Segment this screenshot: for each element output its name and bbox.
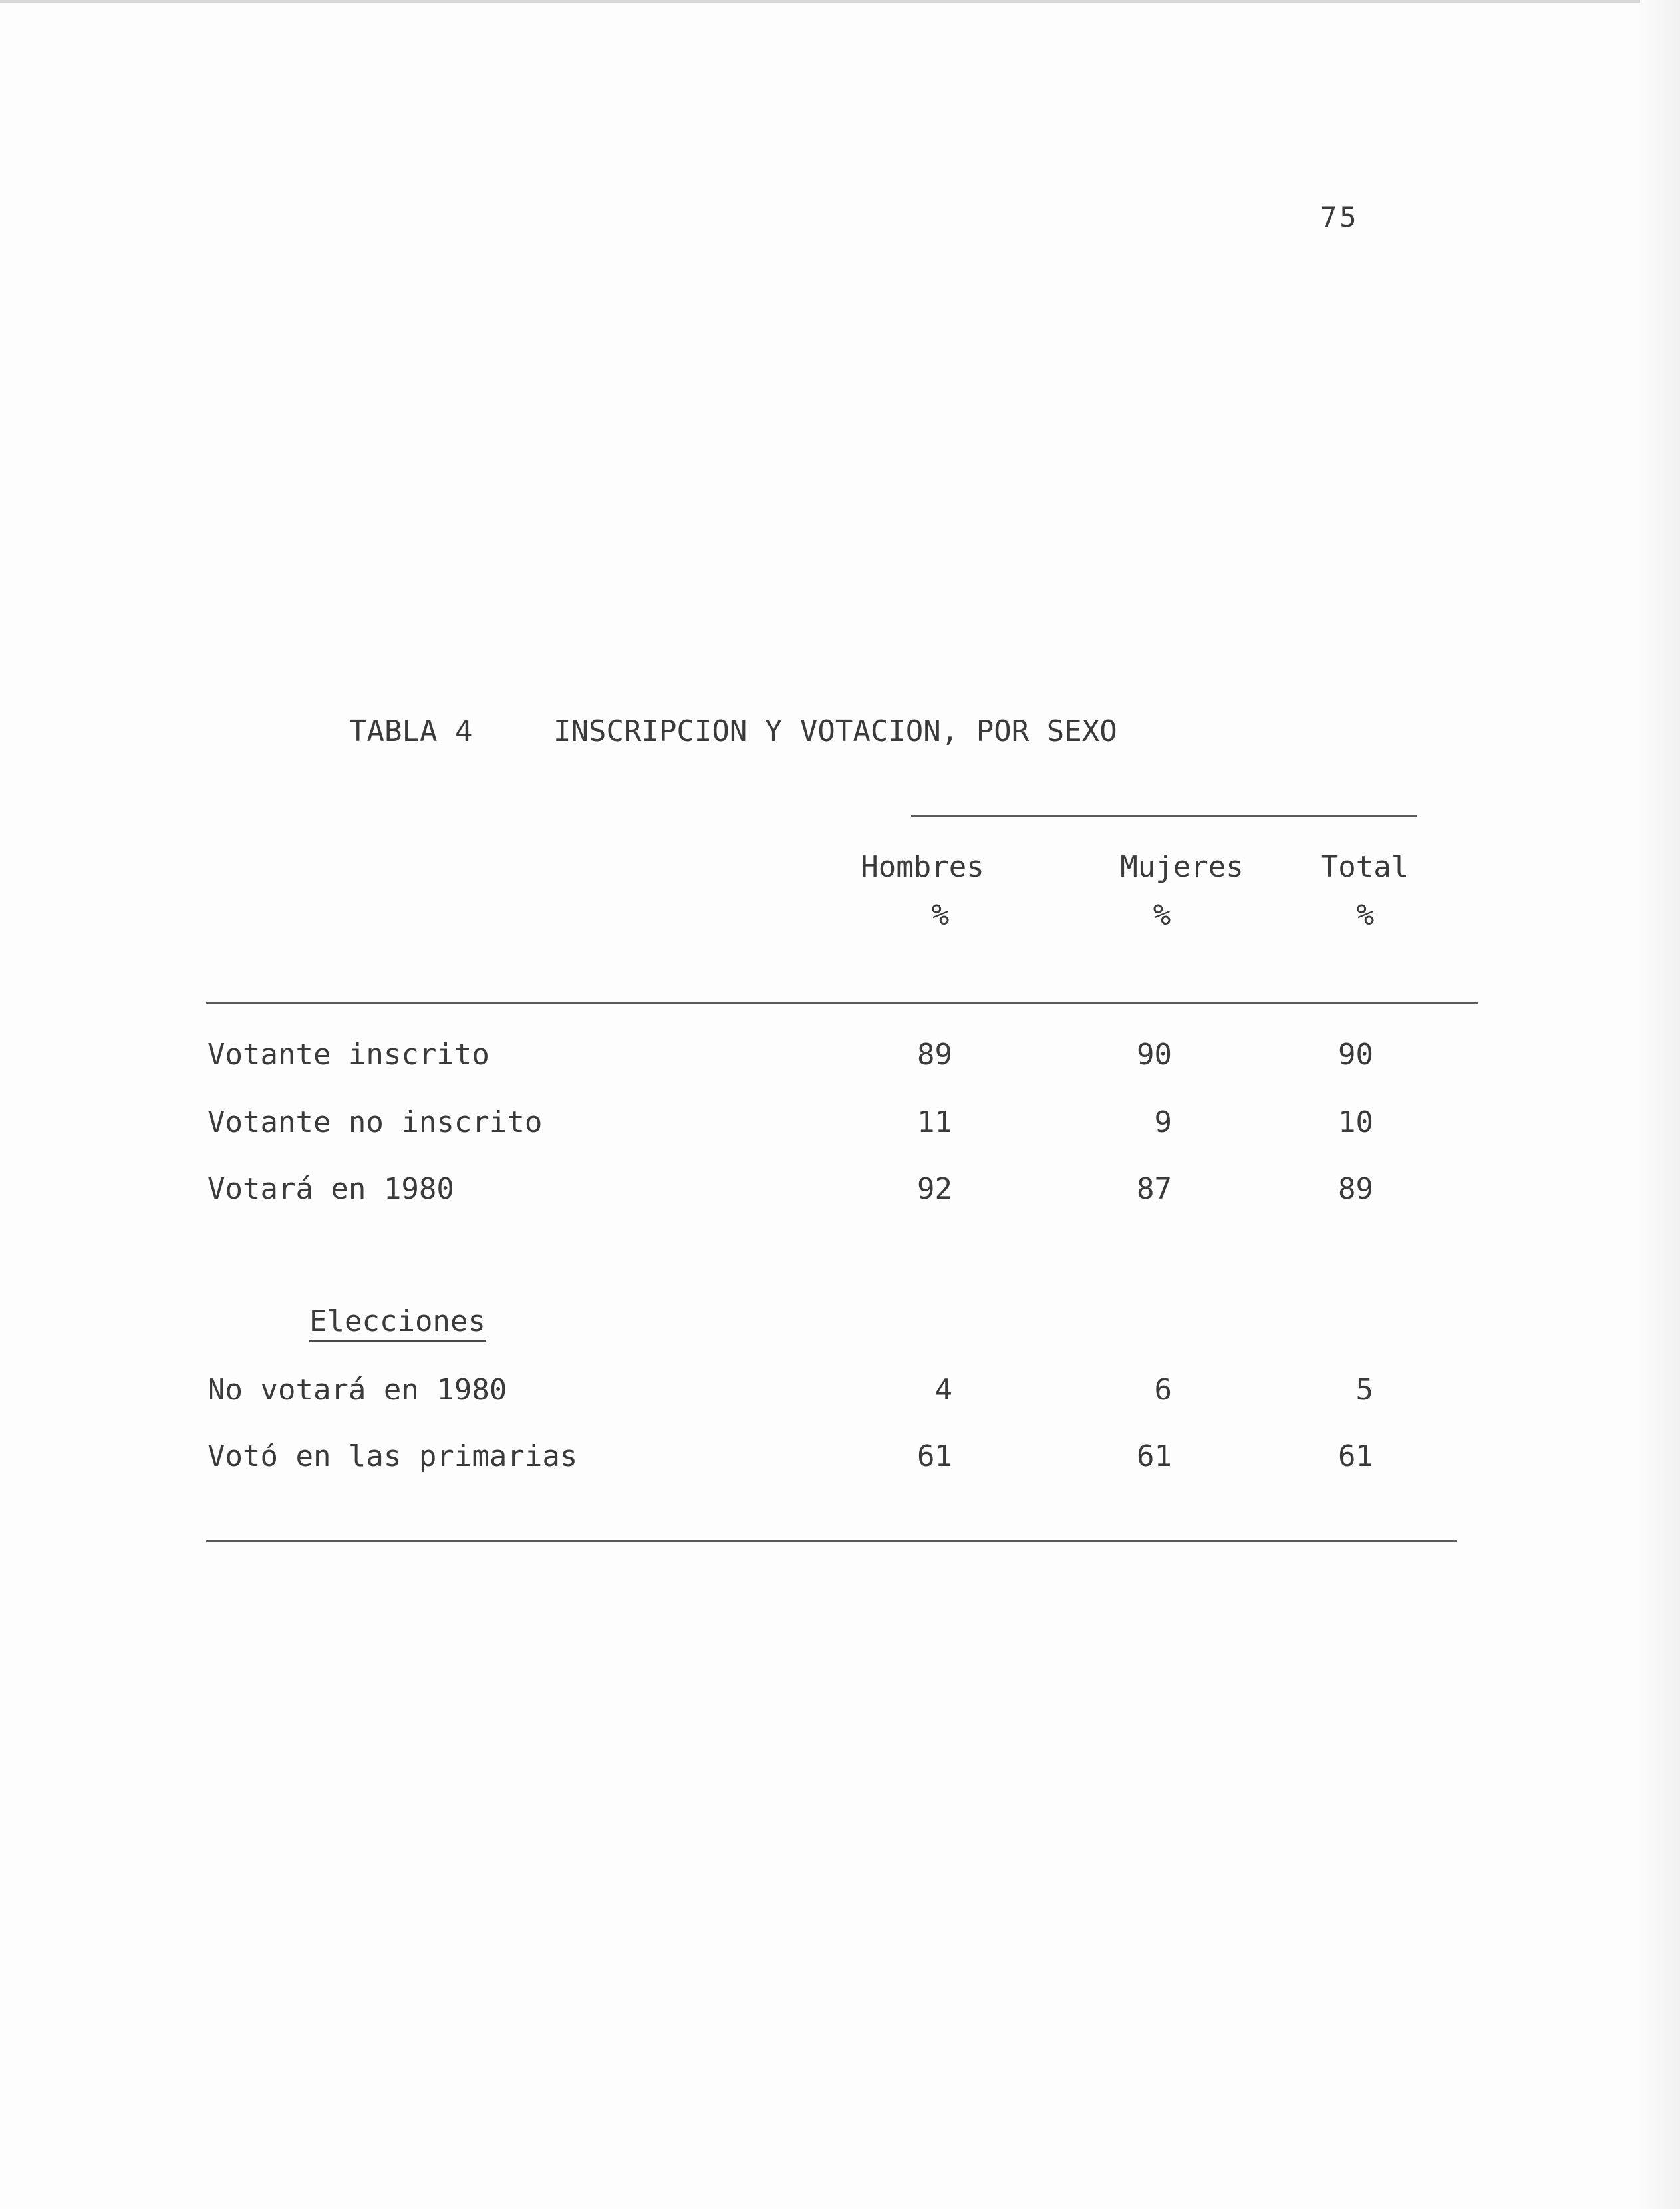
table-cell: 61	[1338, 1439, 1373, 1473]
table-cell: 92	[917, 1172, 952, 1206]
table-cell: 90	[1137, 1038, 1172, 1072]
column-unit-total: %	[1356, 898, 1375, 932]
column-header-total: Total	[1320, 850, 1409, 884]
table-cell: 87	[1137, 1172, 1172, 1206]
scan-edge-top	[0, 0, 1680, 3]
row-label-voto-primarias: Votó en las primarias	[208, 1439, 578, 1473]
table-cell: 6	[1154, 1373, 1172, 1407]
column-unit-hombres: %	[931, 898, 950, 932]
table-cell: 11	[917, 1105, 952, 1139]
table-label: TABLA 4	[349, 714, 473, 748]
row-label-no-votara-1980: No votará en 1980	[208, 1373, 507, 1407]
table-cell: 10	[1338, 1105, 1373, 1139]
row-label-votante-inscrito: Votante inscrito	[208, 1038, 490, 1072]
column-header-hombres: Hombres	[861, 850, 984, 884]
table-cell: 5	[1355, 1373, 1373, 1407]
table-cell: 61	[917, 1439, 952, 1473]
row-label-votante-no-inscrito: Votante no inscrito	[208, 1105, 543, 1139]
table-cell: 89	[1338, 1172, 1373, 1206]
table-title: INSCRIPCION Y VOTACION, POR SEXO	[553, 714, 1117, 748]
row-label-votara-1980: Votará en 1980	[208, 1172, 454, 1206]
table-cell: 89	[917, 1038, 952, 1072]
section-heading-elecciones: Elecciones	[309, 1305, 486, 1342]
table-cell: 9	[1154, 1105, 1172, 1139]
page-number: 75	[1320, 201, 1359, 233]
table-cell: 4	[934, 1373, 952, 1407]
header-bottom-rule	[206, 1002, 1478, 1004]
table-cell: 90	[1338, 1038, 1373, 1072]
header-top-rule	[911, 815, 1417, 817]
table-cell: 61	[1137, 1439, 1172, 1473]
scan-edge-right	[1640, 0, 1680, 2209]
table-bottom-rule	[206, 1540, 1457, 1542]
column-unit-mujeres: %	[1153, 898, 1171, 932]
column-header-mujeres: Mujeres	[1120, 850, 1244, 884]
